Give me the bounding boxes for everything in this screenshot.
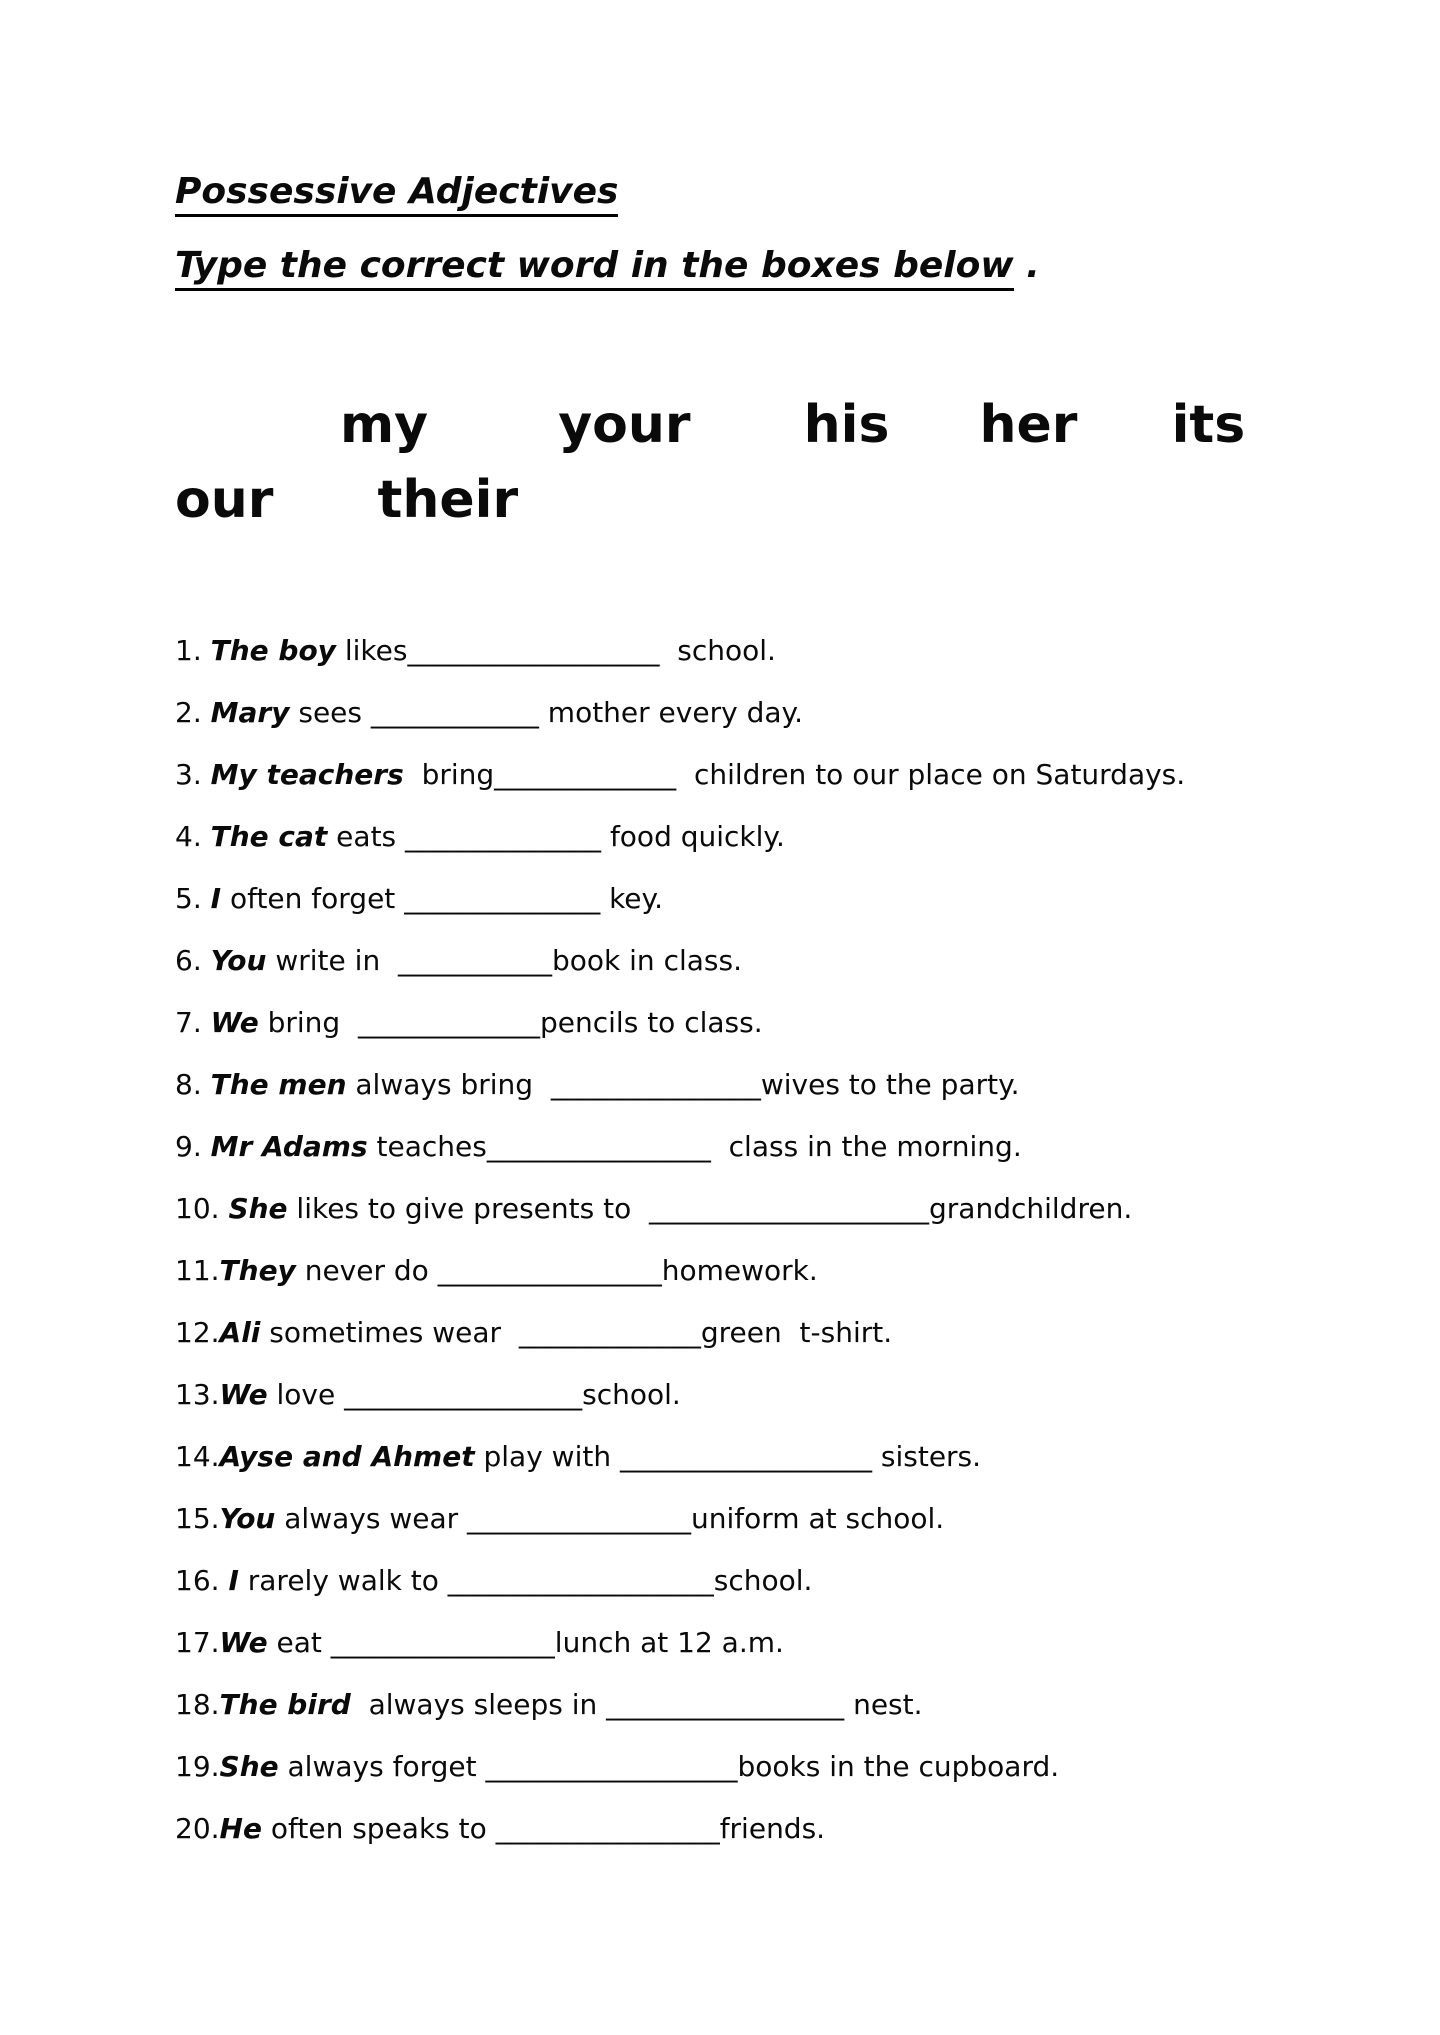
item-text-after-blank: food quickly. [601, 820, 785, 853]
item-text-before-blank: sometimes wear [260, 1316, 519, 1349]
exercise-item [175, 1067, 1380, 1103]
item-subject: She [228, 1192, 288, 1225]
exercise-item [175, 943, 1380, 979]
item-subject: Ali [219, 1316, 261, 1349]
word-bank [175, 388, 1380, 538]
exercise-item [175, 1191, 1380, 1227]
item-text-before-blank: always bring [346, 1068, 551, 1101]
item-text-before-blank: always forget [278, 1750, 486, 1783]
item-text-before-blank: bring [258, 1006, 359, 1039]
word-bank-word: your [558, 395, 691, 455]
exercise-item [175, 1687, 1380, 1723]
answer-blank[interactable]: ________________ [495, 1812, 720, 1845]
exercise-item [175, 633, 1380, 669]
item-text-before-blank: often forget [221, 882, 405, 915]
item-text-after-blank: books in the cupboard. [737, 1750, 1060, 1783]
word-bank-word: its [1171, 395, 1246, 455]
item-text-after-blank: nest. [844, 1688, 923, 1721]
item-text-before-blank: often speaks to [261, 1812, 496, 1845]
item-number: 11. [175, 1254, 220, 1287]
exercise-item [175, 1501, 1380, 1537]
item-number: 1. [175, 634, 211, 667]
answer-blank[interactable]: __________________ [407, 634, 660, 667]
answer-blank[interactable]: __________________ [485, 1750, 738, 1783]
word-bank-word: my [340, 395, 429, 455]
answer-blank[interactable]: ____________________ [649, 1192, 930, 1225]
item-subject: Mr Adams [210, 1130, 368, 1163]
exercise-item [175, 757, 1380, 793]
item-number: 10. [175, 1192, 229, 1225]
exercise-item [175, 1563, 1380, 1599]
exercise-item [175, 1005, 1380, 1041]
item-text-before-blank: teaches [367, 1130, 487, 1163]
answer-blank[interactable]: _________________ [606, 1688, 845, 1721]
answer-blank[interactable]: ___________ [398, 944, 552, 977]
item-subject: Ayse and Ahmet [219, 1440, 475, 1473]
exercise-item [175, 819, 1380, 855]
answer-blank[interactable]: ______________ [405, 820, 602, 853]
exercise-list [175, 633, 1380, 1847]
instruction: Type the correct word in the boxes below . [175, 244, 1380, 288]
item-number: 12. [175, 1316, 220, 1349]
item-subject: We [219, 1626, 268, 1659]
item-text-after-blank: sisters. [871, 1440, 982, 1473]
item-text-after-blank: class in the morning. [710, 1130, 1022, 1163]
item-text-after-blank: friends. [719, 1812, 826, 1845]
item-subject: I [228, 1564, 239, 1597]
item-text-after-blank: book in class. [552, 944, 742, 977]
word-bank-line-2 [175, 463, 1380, 538]
page-title: Possessive Adjectives [175, 170, 1380, 214]
answer-blank[interactable]: _________________ [344, 1378, 583, 1411]
item-text-after-blank: school. [713, 1564, 813, 1597]
item-number: 16. [175, 1564, 229, 1597]
item-text-after-blank: children to our place on Saturdays. [676, 758, 1186, 791]
answer-blank[interactable]: ________________ [330, 1626, 555, 1659]
exercise-item [175, 1253, 1380, 1289]
word-bank-word: her [979, 395, 1078, 455]
exercise-item [175, 1811, 1380, 1847]
item-text-after-blank: school. [582, 1378, 681, 1411]
answer-blank[interactable]: ________________ [486, 1130, 711, 1163]
item-text-after-blank: pencils to class. [540, 1006, 763, 1039]
answer-blank[interactable]: ________________ [437, 1254, 662, 1287]
exercise-item [175, 1129, 1380, 1165]
item-text-after-blank: key. [600, 882, 664, 915]
word-bank-word: their [377, 470, 519, 530]
item-subject: The cat [210, 820, 328, 853]
item-subject: My teachers [210, 758, 404, 791]
item-subject: They [219, 1254, 296, 1287]
item-text-after-blank: grandchildren. [929, 1192, 1133, 1225]
item-number: 4. [175, 820, 211, 853]
exercise-item [175, 1749, 1380, 1785]
item-text-after-blank: school. [659, 634, 776, 667]
item-subject: You [210, 944, 267, 977]
item-subject: We [219, 1378, 268, 1411]
exercise-item [175, 881, 1380, 917]
item-text-before-blank: always sleeps in [350, 1688, 607, 1721]
item-text-after-blank: green t-shirt. [700, 1316, 893, 1349]
word-bank-word: his [803, 395, 890, 455]
item-subject: The bird [219, 1688, 351, 1721]
answer-blank[interactable]: __________________ [619, 1440, 872, 1473]
exercise-item [175, 695, 1380, 731]
item-text-before-blank: never do [295, 1254, 438, 1287]
item-text-before-blank: always wear [275, 1502, 468, 1535]
item-text-before-blank: eat [267, 1626, 331, 1659]
item-text-before-blank: bring [403, 758, 495, 791]
answer-blank[interactable]: ___________________ [447, 1564, 714, 1597]
item-text-before-blank: eats [327, 820, 406, 853]
item-subject: He [219, 1812, 262, 1845]
item-subject: The boy [210, 634, 336, 667]
item-number: 5. [175, 882, 211, 915]
item-number: 9. [175, 1130, 211, 1163]
answer-blank[interactable]: _______________ [550, 1068, 761, 1101]
item-subject: I [210, 882, 222, 915]
answer-blank[interactable]: _____________ [518, 1316, 701, 1349]
word-bank-line-1 [175, 388, 1380, 463]
answer-blank[interactable]: ______________ [404, 882, 601, 915]
item-number: 18. [175, 1688, 220, 1721]
answer-blank[interactable]: ____________ [370, 696, 539, 729]
instruction-period: . [1013, 245, 1040, 286]
item-number: 20. [175, 1812, 220, 1845]
answer-blank[interactable]: _____________ [358, 1006, 541, 1039]
item-number: 17. [175, 1626, 220, 1659]
item-number: 6. [175, 944, 211, 977]
item-text-before-blank: play with [474, 1440, 620, 1473]
item-text-before-blank: rarely walk to [238, 1564, 448, 1597]
item-number: 7. [175, 1006, 211, 1039]
exercise-item [175, 1315, 1380, 1351]
item-subject: Mary [210, 696, 290, 729]
item-text-before-blank: sees [289, 696, 371, 729]
item-text-before-blank: love [267, 1378, 345, 1411]
exercise-item [175, 1625, 1380, 1661]
item-number: 3. [175, 758, 211, 791]
answer-blank[interactable]: ________________ [467, 1502, 692, 1535]
item-text-before-blank: likes to give presents to [287, 1192, 650, 1225]
item-text-after-blank: lunch at 12 a.m. [554, 1626, 784, 1659]
exercise-item [175, 1377, 1380, 1413]
item-number: 13. [175, 1378, 220, 1411]
item-text-after-blank: uniform at school. [691, 1502, 945, 1535]
item-number: 8. [175, 1068, 211, 1101]
word-bank-word: our [175, 470, 274, 530]
item-text-before-blank: write in [266, 944, 398, 977]
item-subject: We [210, 1006, 259, 1039]
item-text-after-blank: mother every day. [538, 696, 803, 729]
item-number: 2. [175, 696, 211, 729]
item-number: 15. [175, 1502, 220, 1535]
item-number: 14. [175, 1440, 220, 1473]
item-subject: The men [210, 1068, 347, 1101]
item-text-after-blank: wives to the party. [760, 1068, 1020, 1101]
item-number: 19. [175, 1750, 220, 1783]
item-text-after-blank: homework. [661, 1254, 818, 1287]
exercise-item [175, 1439, 1380, 1475]
item-text-before-blank: likes [335, 634, 408, 667]
item-subject: She [219, 1750, 279, 1783]
item-subject: You [219, 1502, 276, 1535]
answer-blank[interactable]: _____________ [494, 758, 677, 791]
